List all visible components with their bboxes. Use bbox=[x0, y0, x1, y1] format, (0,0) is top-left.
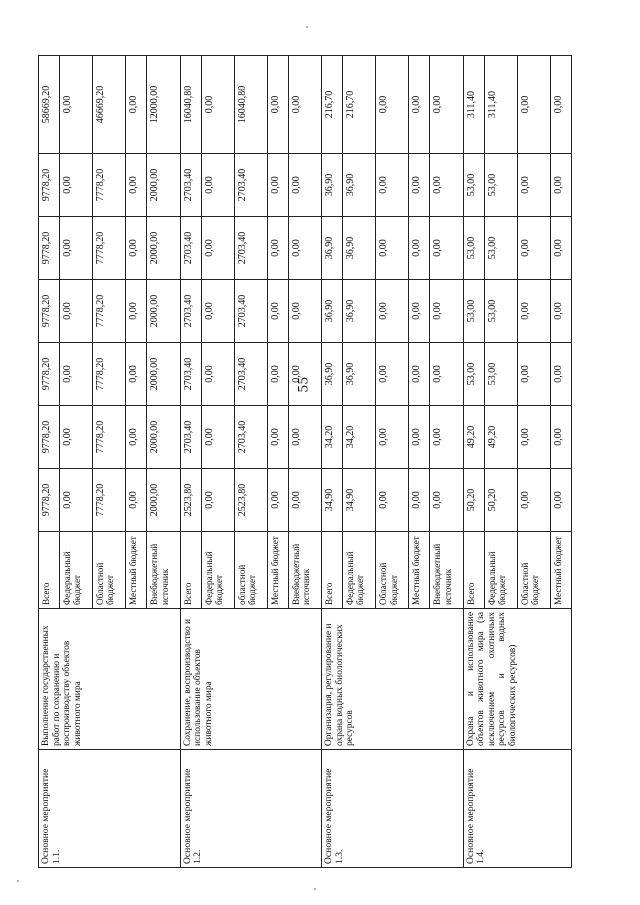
year-value-cell: 0,00 bbox=[267, 469, 288, 532]
year-value-cell: 0,00 bbox=[201, 217, 234, 280]
year-value-cell: 0,00 bbox=[430, 280, 463, 343]
year-value-cell: 0,00 bbox=[517, 280, 550, 343]
year-value-cell: 0,00 bbox=[267, 217, 288, 280]
year-value-cell: 34,90 bbox=[343, 469, 376, 532]
total-cell: 46669,20 bbox=[93, 56, 126, 154]
year-value-cell: 0,00 bbox=[517, 343, 550, 406]
funding-source-cell: Федеральный бюджет bbox=[484, 532, 517, 609]
total-cell: 0,00 bbox=[288, 56, 321, 154]
year-value-cell: 0,00 bbox=[126, 343, 147, 406]
year-value-cell: 2703,40 bbox=[234, 154, 267, 217]
year-value-cell: 0,00 bbox=[59, 280, 92, 343]
year-value-cell: 9778,20 bbox=[39, 217, 60, 280]
year-value-cell: 0,00 bbox=[288, 343, 321, 406]
total-cell: 58669,20 bbox=[39, 56, 60, 154]
event-cell: Основное мероприятие 1.3. bbox=[322, 750, 464, 868]
total-cell: 0,00 bbox=[201, 56, 234, 154]
year-value-cell: 9778,20 bbox=[39, 469, 60, 532]
year-value-cell: 0,00 bbox=[201, 154, 234, 217]
year-value-cell: 36,90 bbox=[322, 280, 343, 343]
year-value-cell: 49,20 bbox=[484, 406, 517, 469]
scan-speck bbox=[306, 26, 308, 28]
total-cell: 0,00 bbox=[430, 56, 463, 154]
year-value-cell: 0,00 bbox=[288, 280, 321, 343]
year-value-cell: 0,00 bbox=[409, 343, 430, 406]
year-value-cell: 7778,20 bbox=[93, 469, 126, 532]
year-value-cell: 36,90 bbox=[343, 343, 376, 406]
year-value-cell: 53,00 bbox=[463, 280, 484, 343]
total-cell: 0,00 bbox=[550, 56, 571, 154]
year-value-cell: 0,00 bbox=[201, 469, 234, 532]
year-value-cell: 0,00 bbox=[430, 154, 463, 217]
year-value-cell: 2703,40 bbox=[180, 343, 201, 406]
table-body bbox=[39, 56, 572, 868]
year-value-cell: 2703,40 bbox=[180, 154, 201, 217]
year-value-cell: 0,00 bbox=[376, 406, 409, 469]
page-number: 55 bbox=[295, 376, 312, 393]
total-cell: 12000,00 bbox=[147, 56, 180, 154]
year-value-cell: 2703,40 bbox=[180, 406, 201, 469]
total-cell: 0,00 bbox=[59, 56, 92, 154]
year-value-cell: 9778,20 bbox=[39, 280, 60, 343]
total-cell: 311,40 bbox=[484, 56, 517, 154]
year-value-cell: 36,90 bbox=[322, 343, 343, 406]
year-value-cell: 0,00 bbox=[409, 469, 430, 532]
table-row bbox=[180, 56, 201, 868]
year-value-cell: 2000,00 bbox=[147, 217, 180, 280]
funding-source-cell: Федеральный бюджет bbox=[201, 532, 234, 609]
year-value-cell: 2703,40 bbox=[180, 280, 201, 343]
funding-source-cell: Областной бюджет bbox=[376, 532, 409, 609]
year-value-cell: 0,00 bbox=[267, 280, 288, 343]
event-name-cell: Организация, регулирование и охрана водных биологических ресурсов bbox=[322, 609, 464, 750]
year-value-cell: 0,00 bbox=[430, 343, 463, 406]
year-value-cell: 0,00 bbox=[267, 154, 288, 217]
total-cell: 0,00 bbox=[126, 56, 147, 154]
table-row bbox=[463, 56, 484, 868]
year-value-cell: 0,00 bbox=[430, 217, 463, 280]
year-value-cell: 0,00 bbox=[201, 406, 234, 469]
year-value-cell: 2703,40 bbox=[180, 217, 201, 280]
year-value-cell: 0,00 bbox=[288, 217, 321, 280]
funding-source-cell: Местный бюджет bbox=[550, 532, 571, 609]
year-value-cell: 0,00 bbox=[59, 343, 92, 406]
funding-source-cell: Всего bbox=[39, 532, 60, 609]
year-value-cell: 0,00 bbox=[288, 154, 321, 217]
total-cell: 0,00 bbox=[376, 56, 409, 154]
funding-source-cell: Внебюджетный источник bbox=[288, 532, 321, 609]
funding-source-cell: Местный бюджет bbox=[267, 532, 288, 609]
year-value-cell: 0,00 bbox=[430, 406, 463, 469]
event-name-cell: Выполнение государственных работ по сохранению и воспроизводству объектов животного мира bbox=[39, 609, 181, 750]
year-value-cell: 2703,40 bbox=[234, 343, 267, 406]
year-value-cell: 53,00 bbox=[463, 154, 484, 217]
year-value-cell: 7778,20 bbox=[93, 154, 126, 217]
funding-source-cell: Областной бюджет bbox=[93, 532, 126, 609]
year-value-cell: 0,00 bbox=[517, 469, 550, 532]
year-value-cell: 0,00 bbox=[376, 280, 409, 343]
year-value-cell: 0,00 bbox=[126, 406, 147, 469]
year-value-cell: 2000,00 bbox=[147, 343, 180, 406]
year-value-cell: 7778,20 bbox=[93, 343, 126, 406]
year-value-cell: 0,00 bbox=[201, 280, 234, 343]
funding-source-cell: Федеральный бюджет bbox=[343, 532, 376, 609]
event-cell: Основное мероприятие 1.2. bbox=[180, 750, 322, 868]
year-value-cell: 50,20 bbox=[484, 469, 517, 532]
year-value-cell: 53,00 bbox=[484, 154, 517, 217]
table-row bbox=[322, 56, 343, 868]
total-cell: 216,70 bbox=[343, 56, 376, 154]
year-value-cell: 0,00 bbox=[550, 217, 571, 280]
year-value-cell: 36,90 bbox=[343, 280, 376, 343]
year-value-cell: 50,20 bbox=[463, 469, 484, 532]
year-value-cell: 0,00 bbox=[409, 154, 430, 217]
year-value-cell: 0,00 bbox=[409, 280, 430, 343]
year-value-cell: 36,90 bbox=[343, 154, 376, 217]
year-value-cell: 0,00 bbox=[550, 343, 571, 406]
year-value-cell: 0,00 bbox=[376, 154, 409, 217]
scan-speck bbox=[314, 888, 316, 890]
year-value-cell: 0,00 bbox=[376, 217, 409, 280]
year-value-cell: 0,00 bbox=[550, 469, 571, 532]
year-value-cell: 0,00 bbox=[550, 280, 571, 343]
year-value-cell: 34,20 bbox=[322, 406, 343, 469]
year-value-cell: 49,20 bbox=[463, 406, 484, 469]
funding-source-cell: Областной бюджет bbox=[517, 532, 550, 609]
year-value-cell: 0,00 bbox=[59, 154, 92, 217]
year-value-cell: 0,00 bbox=[409, 406, 430, 469]
table-row bbox=[39, 56, 60, 868]
funding-source-cell: Всего bbox=[322, 532, 343, 609]
year-value-cell: 9778,20 bbox=[39, 154, 60, 217]
year-value-cell: 9778,20 bbox=[39, 343, 60, 406]
year-value-cell: 0,00 bbox=[126, 469, 147, 532]
year-value-cell: 0,00 bbox=[550, 406, 571, 469]
total-cell: 0,00 bbox=[517, 56, 550, 154]
event-name-cell: Сохранение, воспроизводство и использование объектов животного мира bbox=[180, 609, 322, 750]
year-value-cell: 0,00 bbox=[59, 469, 92, 532]
event-name-cell: Охрана и использование объектов животного мира (за исключением охотничьих ресурсов и водных биологических ресурсов) bbox=[463, 609, 571, 750]
year-value-cell: 34,20 bbox=[343, 406, 376, 469]
year-value-cell: 0,00 bbox=[126, 217, 147, 280]
year-value-cell: 53,00 bbox=[463, 217, 484, 280]
event-cell: Основное мероприятие 1.1. bbox=[39, 750, 181, 868]
funding-source-cell: Всего bbox=[180, 532, 201, 609]
year-value-cell: 9778,20 bbox=[39, 406, 60, 469]
year-value-cell: 34,90 bbox=[322, 469, 343, 532]
event-cell: Основное мероприятие 1.4. bbox=[463, 750, 571, 868]
year-value-cell: 0,00 bbox=[267, 343, 288, 406]
financing-table bbox=[38, 55, 572, 868]
rotated-table-wrapper bbox=[38, 56, 572, 868]
year-value-cell: 36,90 bbox=[322, 154, 343, 217]
year-value-cell: 2523,80 bbox=[234, 469, 267, 532]
year-value-cell: 53,00 bbox=[484, 343, 517, 406]
year-value-cell: 53,00 bbox=[463, 343, 484, 406]
year-value-cell: 0,00 bbox=[267, 406, 288, 469]
total-cell: 0,00 bbox=[409, 56, 430, 154]
year-value-cell: 2523,80 bbox=[180, 469, 201, 532]
funding-source-cell: областной бюджет bbox=[234, 532, 267, 609]
total-cell: 16040,80 bbox=[180, 56, 201, 154]
year-value-cell: 0,00 bbox=[288, 469, 321, 532]
funding-source-cell: Всего bbox=[463, 532, 484, 609]
year-value-cell: 7778,20 bbox=[93, 217, 126, 280]
year-value-cell: 0,00 bbox=[201, 343, 234, 406]
year-value-cell: 0,00 bbox=[430, 469, 463, 532]
year-value-cell: 0,00 bbox=[126, 280, 147, 343]
year-value-cell: 0,00 bbox=[517, 217, 550, 280]
year-value-cell: 36,90 bbox=[343, 217, 376, 280]
year-value-cell: 2000,00 bbox=[147, 154, 180, 217]
funding-source-cell: Внебюджетный источник bbox=[147, 532, 180, 609]
year-value-cell: 0,00 bbox=[376, 469, 409, 532]
year-value-cell: 2703,40 bbox=[234, 406, 267, 469]
total-cell: 0,00 bbox=[267, 56, 288, 154]
year-value-cell: 7778,20 bbox=[93, 280, 126, 343]
year-value-cell: 2000,00 bbox=[147, 406, 180, 469]
year-value-cell: 2000,00 bbox=[147, 469, 180, 532]
total-cell: 311,40 bbox=[463, 56, 484, 154]
year-value-cell: 53,00 bbox=[484, 217, 517, 280]
year-value-cell: 2000,00 bbox=[147, 280, 180, 343]
year-value-cell: 0,00 bbox=[59, 217, 92, 280]
year-value-cell: 0,00 bbox=[517, 406, 550, 469]
year-value-cell: 36,90 bbox=[322, 217, 343, 280]
year-value-cell: 0,00 bbox=[517, 154, 550, 217]
funding-source-cell: Местный бюджет bbox=[126, 532, 147, 609]
funding-source-cell: Федеральный бюджет bbox=[59, 532, 92, 609]
year-value-cell: 53,00 bbox=[484, 280, 517, 343]
year-value-cell: 0,00 bbox=[288, 406, 321, 469]
year-value-cell: 0,00 bbox=[409, 217, 430, 280]
year-value-cell: 0,00 bbox=[59, 406, 92, 469]
total-cell: 216,70 bbox=[322, 56, 343, 154]
funding-source-cell: Внебюджетный источник bbox=[430, 532, 463, 609]
year-value-cell: 0,00 bbox=[126, 154, 147, 217]
total-cell: 16040,80 bbox=[234, 56, 267, 154]
year-value-cell: 0,00 bbox=[550, 154, 571, 217]
year-value-cell: 0,00 bbox=[376, 343, 409, 406]
year-value-cell: 2703,40 bbox=[234, 280, 267, 343]
funding-source-cell: Местный бюджет bbox=[409, 532, 430, 609]
year-value-cell: 7778,20 bbox=[93, 406, 126, 469]
year-value-cell: 2703,40 bbox=[234, 217, 267, 280]
scan-speck bbox=[17, 880, 19, 882]
